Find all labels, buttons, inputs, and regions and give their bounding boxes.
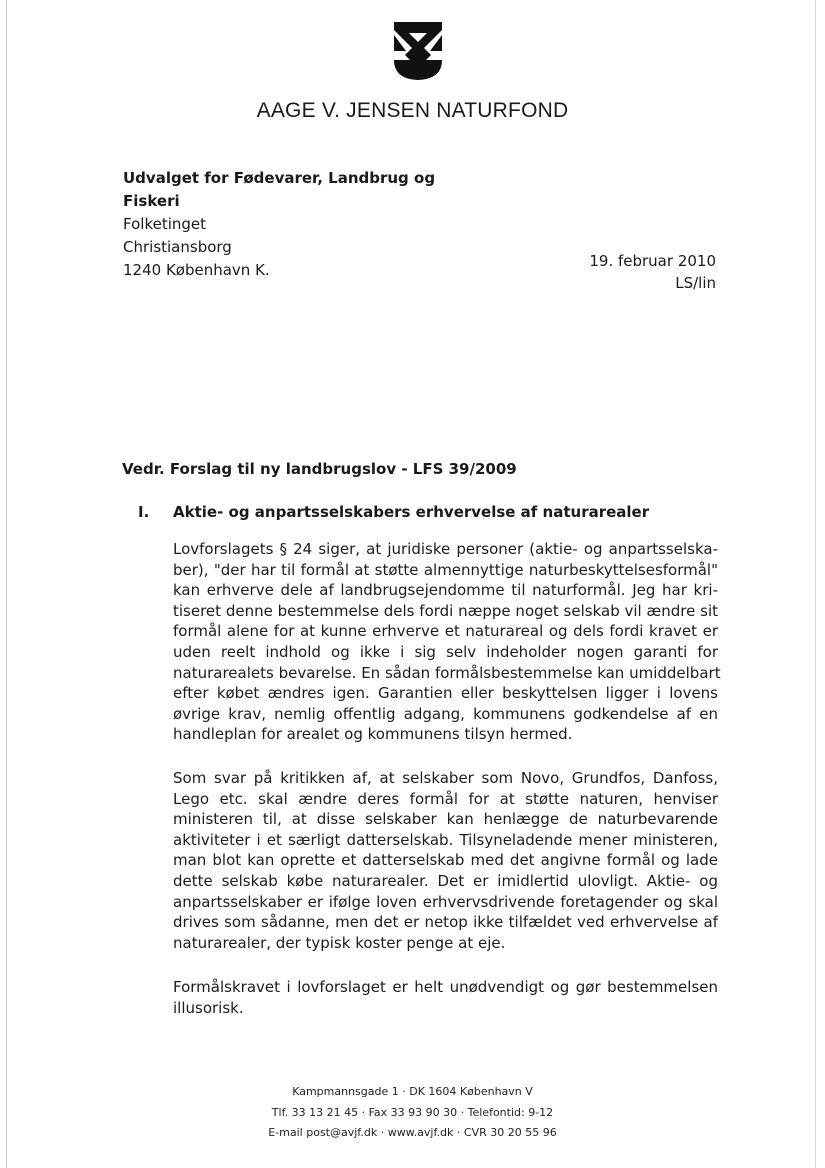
footer-phone: Tlf. 33 13 21 45 · Fax 33 93 90 30 · Telefontid: 9-12 <box>271 1105 554 1119</box>
paragraph-line: naturarealets bevarelse. En sådan formålsbestemmelse kan umiddelbart <box>173 663 721 682</box>
recipient-building: Christiansborg <box>123 238 232 256</box>
paragraph-line: drives som sådanne, men det er netop ikke tilfældet ved erhvervelse af <box>173 913 718 932</box>
recipient-city: 1240 København K. <box>123 261 270 279</box>
paragraph-line: illusorisk. <box>173 998 244 1017</box>
letter-subject: Vedr. Forslag til ny landbrugslov - LFS 39/2009 <box>122 460 517 478</box>
paragraph-line: formål alene for at kunne erhverve et naturareal og dels fordi kravet er <box>173 622 718 641</box>
letter-footer <box>0 1082 825 1144</box>
paragraph-line: øvrige krav, nemlig offentlig adgang, kommunens godkendelse af en <box>173 704 718 723</box>
page-edge-right <box>815 0 816 1168</box>
paragraph-line: uden reelt indhold og ikke i sig selv indeholder nogen garanti for <box>173 642 718 661</box>
organization-name: AAGE V. JENSEN NATURFOND <box>256 99 569 122</box>
body-paragraph-1 <box>173 539 721 745</box>
page-edge-left <box>6 0 7 1168</box>
paragraph-line: naturarealer, der typisk koster penge at eje. <box>173 933 506 952</box>
paragraph-line: Lovforslagets § 24 siger, at juridiske personer (aktie- og anpartsselska- <box>173 540 718 558</box>
paragraph-line: Formålskravet i lovforslaget er helt unødvendigt og gør bestemmelsen <box>173 978 718 996</box>
paragraph-line: kan erhverve dele af landbrugsejendomme til naturformål. Jeg har kri- <box>173 581 718 600</box>
paragraph-line: man blot kan oprette et datterselskab med det angivne formål og lade <box>173 851 718 870</box>
footer-address: Kampmannsgade 1 · DK 1604 København V <box>292 1085 533 1098</box>
paragraph-line: handleplan for arealet og kommunens tilsyn hermed. <box>173 725 573 744</box>
recipient-committee-line-1: Udvalget for Fødevarer, Landbrug og <box>123 169 436 187</box>
paragraph-line: Lego etc. skal ændre deres formål for at støtte naturen, henviser <box>173 789 718 808</box>
recipient-address <box>123 167 435 282</box>
foundation-logo-icon <box>393 20 443 82</box>
recipient-committee-line-2: Fiskeri <box>123 192 180 210</box>
paragraph-line: aktiviteter i et særligt datterselskab. Tilsyneladende mener ministeren, <box>173 830 718 849</box>
section-number: I. <box>138 503 150 521</box>
body-paragraph-2 <box>173 768 718 953</box>
paragraph-line: ber), "der har til formål at støtte almennyttige naturbeskyttelsesformål" <box>173 560 718 579</box>
paragraph-line: ministeren til, at disse selskaber kan henlægge de naturbevarende <box>173 810 718 829</box>
letter-reference: LS/lin <box>675 274 716 292</box>
paragraph-line: Som svar på kritikken af, at selskaber som Novo, Grundfos, Danfoss, <box>173 769 718 787</box>
letter-meta <box>520 250 716 294</box>
letter-date: 19. februar 2010 <box>589 252 716 270</box>
paragraph-line: anpartsselskaber er ifølge loven erhvervsdrivende foretagender og skal <box>173 892 718 911</box>
paragraph-line: tiseret denne bestemmelse dels fordi næppe noget selskab vil ændre sit <box>173 601 718 620</box>
paragraph-line: efter købet ændres igen. Garantien eller beskyttelsen ligger i lovens <box>173 684 718 703</box>
paragraph-line: dette selskab købe naturarealer. Det er imidlertid ulovligt. Aktie- og <box>173 871 718 890</box>
body-paragraph-3 <box>173 977 718 1018</box>
section-title: Aktie- og anpartsselskabers erhvervelse af naturarealer <box>173 503 650 521</box>
recipient-institution: Folketinget <box>123 215 207 233</box>
footer-contact: E-mail post@avjf.dk · www.avjf.dk · CVR 30 20 55 96 <box>268 1126 557 1139</box>
